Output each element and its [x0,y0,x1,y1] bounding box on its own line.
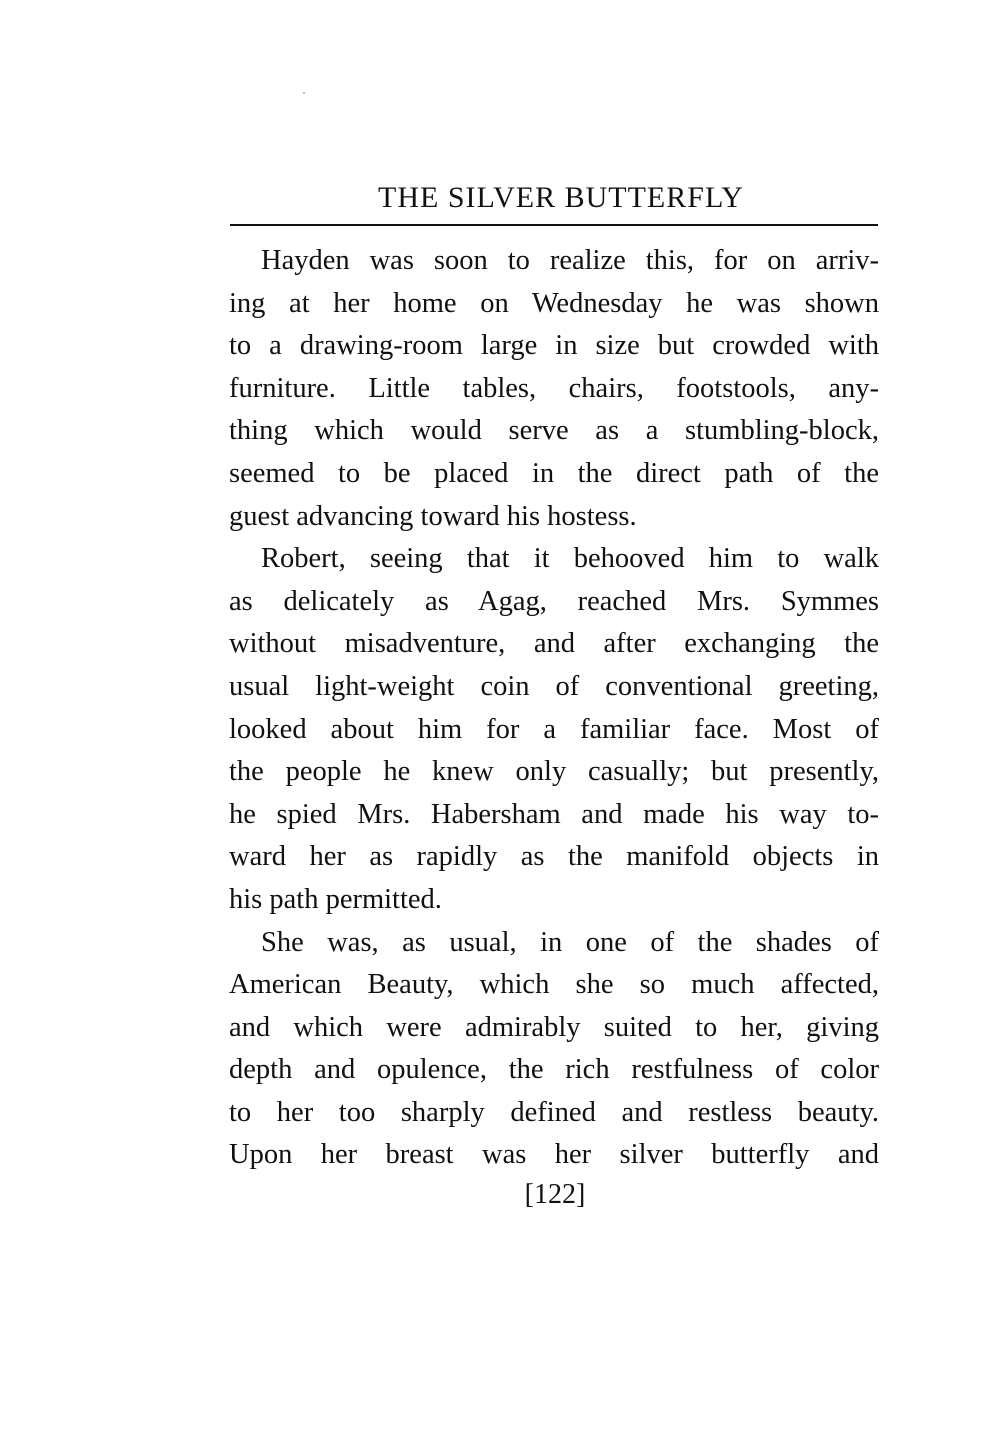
text-line: depth and opulence, the rich restfulness of color [229,1054,879,1086]
text-line: his path permitted. [229,883,442,915]
text-line: he spied Mrs. Habersham and made his way to- [229,798,879,830]
text-line: the people he knew only casually; but presently, [229,756,879,788]
running-title: THE SILVER BUTTERFLY [378,181,744,214]
text-line: thing which would serve as a stumbling-block, [229,415,879,447]
text-line: furniture. Little tables, chairs, footstools, any- [229,372,879,404]
text-line: without misadventure, and after exchanging the [229,628,879,660]
text-line: Upon her breast was her silver butterfly and [229,1139,879,1171]
text-line: American Beauty, which she so much affected, [229,969,879,1001]
page-number: [122] [524,1179,586,1210]
text-line: usual light-weight coin of conventional greeting, [229,670,879,702]
text-line: She was, as usual, in one of the shades of [261,926,879,958]
paper-speck [303,92,305,94]
text-line: Hayden was soon to realize this, for on arriv- [261,245,879,276]
text-line: Robert, seeing that it behooved him to walk [261,543,879,575]
text-line: seemed to be placed in the direct path of the [229,457,879,489]
text-line: looked about him for a familiar face. Most of [229,713,879,745]
header-rule [230,224,878,226]
text-line: ing at her home on Wednesday he was shown [229,287,879,319]
text-line: ward her as rapidly as the manifold objects in [229,841,879,873]
text-line: as delicately as Agag, reached Mrs. Symmes [229,585,879,617]
text-line: to her too sharply defined and restless beauty. [229,1096,879,1128]
text-line: to a drawing-room large in size but crowded with [229,330,879,362]
text-line: and which were admirably suited to her, giving [229,1011,879,1043]
body-text [229,240,879,1177]
text-line: guest advancing toward his hostess. [229,500,637,532]
